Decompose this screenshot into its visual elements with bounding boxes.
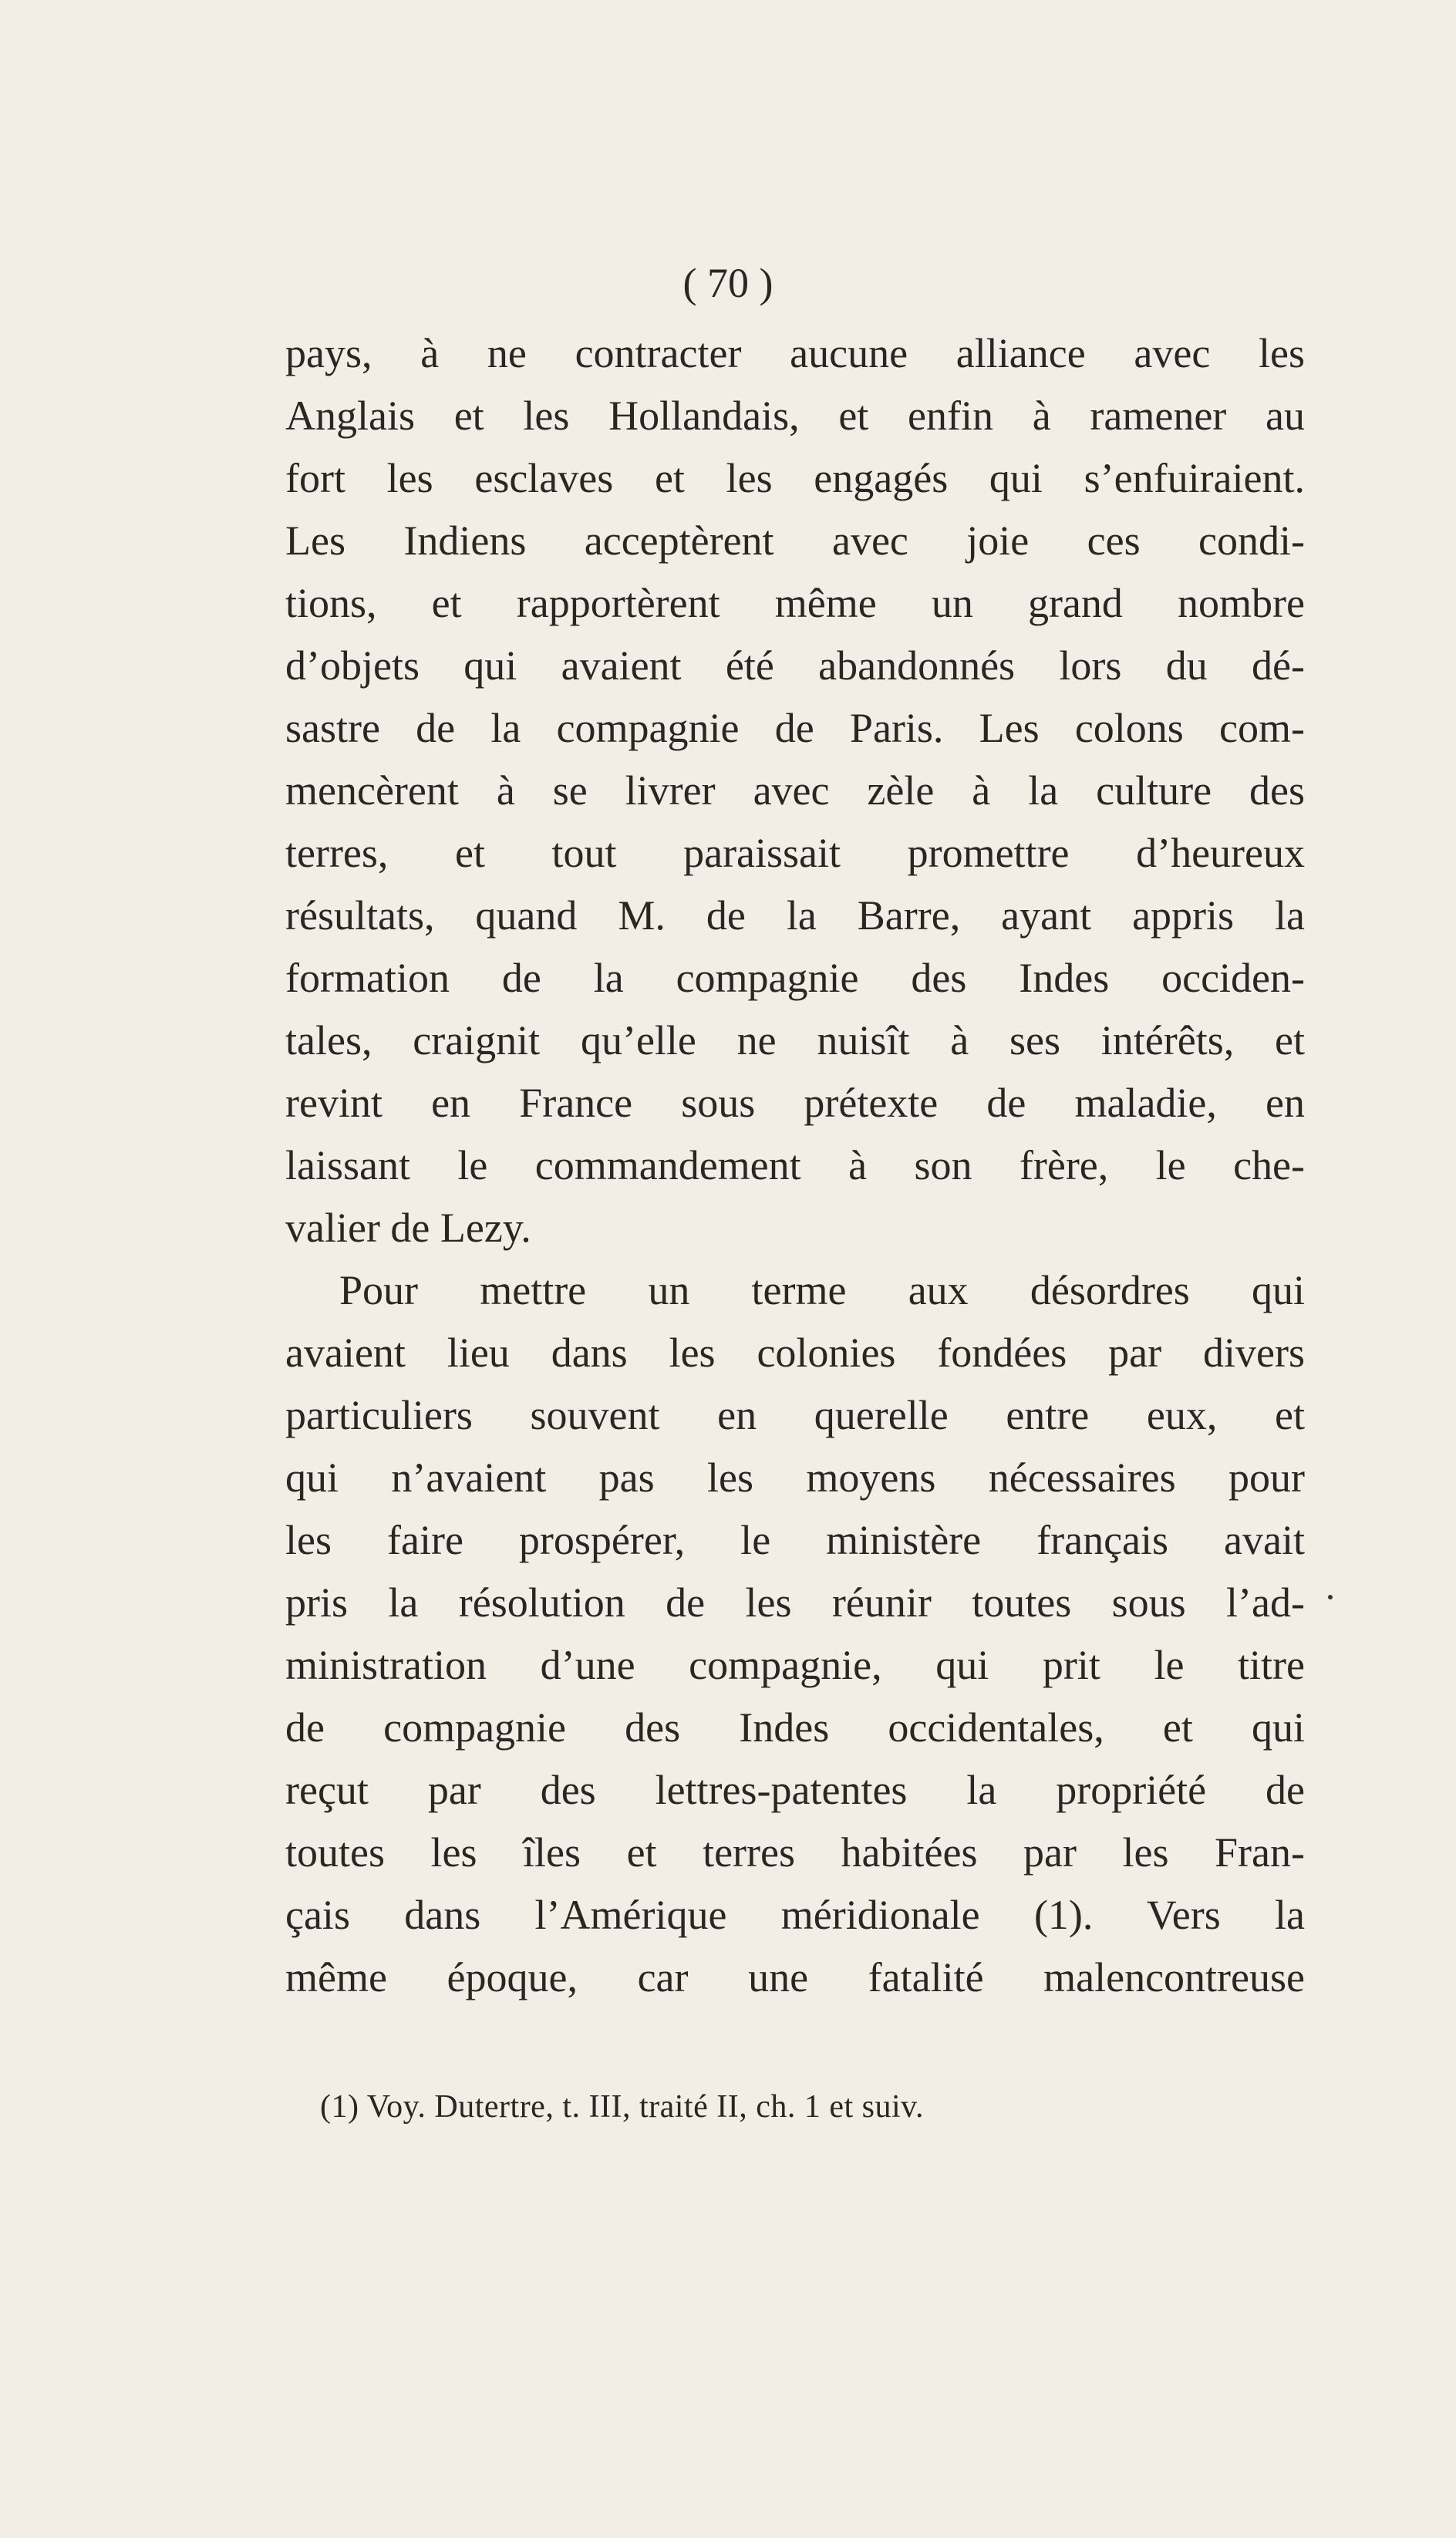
text-line: tales, craignit qu’elle ne nuisît à ses intérêts, et [285,1017,1305,1063]
text-line: pris la résolution de les réunir toutes sous l’ad- [285,1579,1305,1626]
text-line: fort les esclaves et les engagés qui s’enfuiraient. [285,455,1305,501]
text-line: les faire prospérer, le ministère français avait [285,1517,1305,1563]
text-line: çais dans l’Amérique méridionale (1). Vers la [285,1892,1305,1938]
text-line: Pour mettre un terme aux désordres qui [339,1267,1305,1313]
text-line: valier de Lezy. [285,1205,531,1251]
text-line: revint en France sous prétexte de maladie, en [285,1080,1305,1126]
text-line: ministration d’une compagnie, qui prit le titre [285,1642,1305,1688]
text-line: même époque, car une fatalité malencontreuse [285,1954,1305,2000]
text-line: qui n’avaient pas les moyens nécessaires pour [285,1454,1305,1501]
footnote: (1) Voy. Dutertre, t. III, traité II, ch. 1 et suiv. [320,2089,924,2125]
text-line: terres, et tout paraissait promettre d’heureux [285,830,1305,876]
text-line: mencèrent à se livrer avec zèle à la culture des [285,767,1305,814]
text-line: pays, à ne contracter aucune alliance avec les [285,330,1305,376]
text-line: toutes les îles et terres habitées par les Fran- [285,1829,1305,1876]
text-line: avaient lieu dans les colonies fondées par divers [285,1330,1305,1376]
text-line: d’objets qui avaient été abandonnés lors du dé- [285,642,1305,689]
page-number: ( 70 ) [682,260,774,306]
text-line: reçut par des lettres-patentes la propriété de [285,1767,1305,1813]
text-line: sastre de la compagnie de Paris. Les colons com- [285,705,1305,751]
text-line: résultats, quand M. de la Barre, ayant appris la [285,892,1305,939]
body-text [285,322,1305,2009]
text-line: tions, et rapportèrent même un grand nombre [285,580,1305,626]
text-line: particuliers souvent en querelle entre eux, et [285,1392,1305,1438]
text-line: de compagnie des Indes occidentales, et qui [285,1704,1305,1751]
text-line: laissant le commandement à son frère, le che- [285,1142,1305,1188]
ink-speck [1328,1595,1333,1599]
text-line: Anglais et les Hollandais, et enfin à ramener au [285,393,1305,439]
text-line: formation de la compagnie des Indes occiden- [285,955,1305,1001]
text-line: Les Indiens acceptèrent avec joie ces condi- [285,517,1305,564]
